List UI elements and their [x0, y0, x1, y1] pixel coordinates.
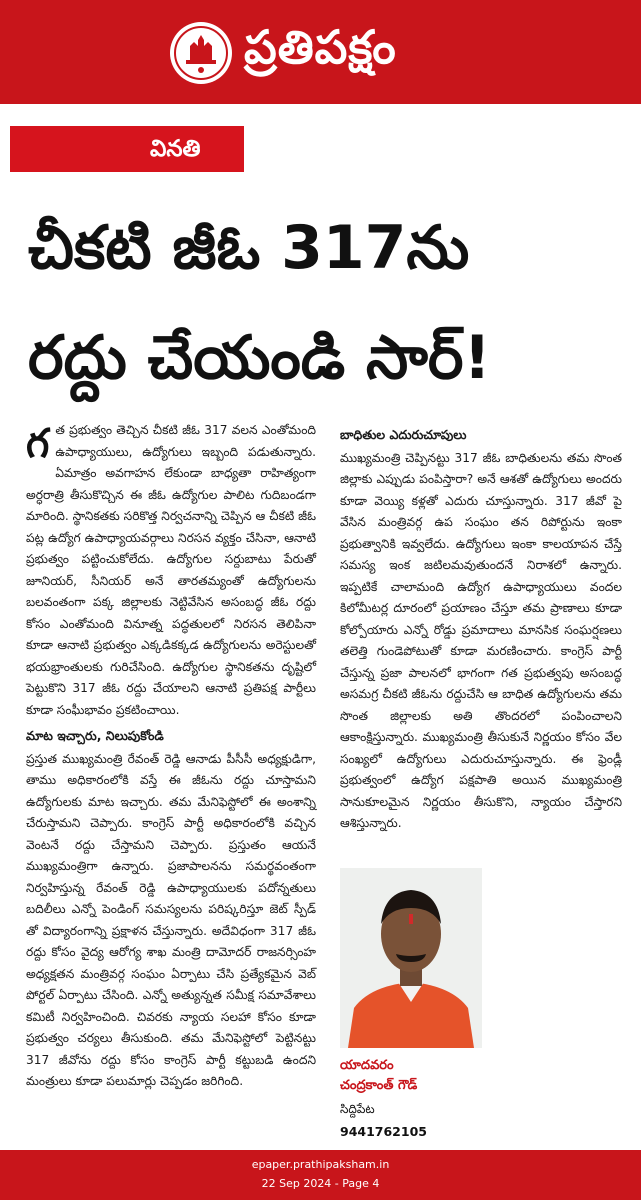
drop-cap: గ — [26, 421, 50, 467]
section-label: వినతి — [150, 136, 201, 162]
headline-line-2: రద్దు చేయండి సార్! — [28, 323, 491, 393]
author-name-line-1: యాదవరం — [340, 1058, 394, 1073]
article-paragraph: త ప్రభుత్వం తెచ్చిన చీకటి జీఓ 317 వలన ఎంతోమంది ఉపాధ్యాయులు, ఉద్యోగులు ఇబ్బంది పడుతున్నారు. ఏమాత్రం అవగాహన లేకుండా బాధ్యతా రాహిత్యంగా అర్ధరాత్రి తీసుకొచ్చిన ఈ జీఓ ఉద్యోగుల పాలిట గుదిబండగా మారింది. స్థానికతకు సరికొత్త నిర్వచనాన్ని చెప్పిన ఆ చీకటి జీఓ పట్ల ఉద్యోగ ఉపాధ్యాయవర్గాలు నిరసన వ్యక్తం చేసినా, ఆనాటి ప్రభుత్వం పట్టించుకోలేదు. ఉద్యోగుల సర్దుబాటు పేరుతో జూనియర్, సీనియర్ అనే తారతమ్యంతో ఉద్యోగులను బలవంతంగా పక్క జిల్లాలకు నెట్టివేసిన అసంబద్ధ జీఓ రద్దు కోసం ఎంతోమంది వినూత్న పద్ధతులలో నిరసన తెలిపినా కూడా ఆనాటి ప్రభుత్వం ఎక్కడికక్కడ ఉద్యోగులను అరెస్టులతో భయభ్రాంతులకు గురిచేసింది. ఉద్యోగుల స్థానికతను దృష్టిలో పెట్టుకొని 317 జీఓ రద్దు చేయాలని ఆనాటి ప్రతిపక్ష పార్టీలు కూడా సంఘీభావం ప్రకటించాయి. — [26, 423, 316, 717]
subheading-victims: బాధితుల ఎదురుచూపులు — [340, 427, 467, 442]
subheading-promise: మాట ఇచ్చారు, నిలుపుకోండి — [26, 728, 164, 743]
article-paragraph: ప్రస్తుత ముఖ్యమంత్రి రేవంత్ రెడ్డి ఆనాడు పీసీసీ అధ్యక్షుడిగా, తాము అధికారంలోకి వస్తే ఈ జీఓను రద్దు చూస్తామని ఉద్యోగులకు మాట ఇచ్చారు. తమ మేనిఫెస్టోలో ఈ అంశాన్ని చేరుస్తామని చెప్పారు. కాంగ్రెస్ పార్టీ అధికారంలోకి వచ్చిన వెంటనే రద్దు చేస్తామని చెప్పారు. ప్రస్తుతం ఆయనే ముఖ్యమంత్రిగా ఉన్నారు. ప్రజాపాలనను సమర్థవంతంగా నిర్వహిస్తున్న రేవంత్ రెడ్డి ఉపాధ్యాయులకు పదోన్నతులు బదిలీలు ఎన్నో పెండింగ్ సమస్యలను పరిష్కరిస్తూ జెట్ స్పీడ్ తో విద్యారంగాన్ని ప్రక్షాళన చేస్తున్నారు. అదేవిధంగా 317 జీఓ రద్దు కోసం వైద్య ఆరోగ్య శాఖ మంత్రి దామోదర్ రాజనర్సింహ అధ్యక్షతన మంత్రివర్గ సంఘం ఏర్పాటు చేసి ప్రత్యేకమైన వెబ్ పోర్టల్ ఏర్పాటు చేసింది. ఎన్నో అత్యున్నత సమీక్ష సమావేశాలు కమిటీ నిర్వహించింది. చివరకు న్యాయ సలహా కోసం కూడా ప్రభుత్వం చర్యలు తీసుకుంది. తమ మేనిఫెస్టోలో పెట్టినట్టు 317 జీవోను రద్దు కోసం కాంగ్రెస్ పార్టీ కట్టుబడి ఉందని మంత్రులు కూడా పలుమార్లు చెప్పడం జరిగింది. — [26, 751, 316, 1088]
article-column-left — [26, 420, 316, 1093]
article-column-right — [340, 420, 622, 835]
author-portrait-icon — [340, 868, 482, 1048]
author-photo — [340, 868, 482, 1048]
author-place: సిద్దిపేట — [340, 1102, 375, 1116]
article-paragraph: ముఖ్యమంత్రి చెప్పినట్టు 317 జీఓ బాధితులను తమ సొంత జిల్లాకు ఎప్పుడు పంపిస్తారా? అనే ఆశతో ఉద్యోగులు అందరు కూడా వెయ్యి కళ్లతో ఎదురు చూస్తున్నారు. 317 జీవో పై వేసిన మంత్రివర్గ ఉప సంఘం తన రిపోర్టును ఇంకా ప్రభుత్వానికి ఇవ్వలేదు. ఉద్యోగులు ఇంకా కాలయాపన చేస్తే సమస్య ఇంక జటిలమవుతుందనే నిరాశలో ఉన్నారు. ఇప్పటికే చాలామంది ఉద్యోగ ఉపాధ్యాయులు వందల కిలోమీటర్ల దూరంలో ప్రయాణం చేస్తూ తమ ప్రాణాలు కూడా కోల్పోయారు ఎన్నో రోడ్డు ప్రమాదాలు మానసిక సంఘర్షణలు తలెత్తి గుండెపోటుతో కూడా మరణించారు. కాంగ్రెస్ పార్టీ చేస్తున్న ప్రజా పాలనలో భాగంగా గత ప్రభుత్వపు అసంబద్ధ అసమగ్ర చీకటి జీఓను రద్దుచేసి ఆ బాధిత ఉద్యోగులను తమ సొంత జిల్లాలకు అతి తొందరలో పంపించాలని ఆకాంక్షిస్తున్నారు. ముఖ్యమంత్రి తీసుకునే నిర్ణయం కోసం వేల సంఖ్యలో ఉద్యోగులు ఎదురుచూస్తున్నారు. ఈ ఫ్రెండ్లీ ప్రభుత్వంలో ఉద్యోగ పక్షపాతి అయిన ముఖ్యమంత్రి సానుకూలమైన నిర్ణయం తీసుకొని, న్యాయం చేస్తారని ఆశిస్తున్నారు. — [340, 450, 622, 830]
government-seal-icon — [168, 20, 234, 86]
headline-line-1: చీకటి జీఓ 317ను — [28, 213, 470, 283]
author-name — [340, 1056, 540, 1096]
masthead-brand — [168, 14, 488, 92]
footer-date-page: 22 Sep 2024 - Page 4 — [261, 1177, 380, 1190]
masthead-title: ప్రతిపక్షం — [244, 20, 397, 74]
author-phone: 9441762105 — [340, 1124, 427, 1139]
footer-url[interactable]: epaper.prathipaksham.in — [251, 1158, 390, 1171]
author-name-line-2: చంద్రకాంత్ గౌడ్ — [340, 1078, 418, 1093]
masthead — [0, 0, 641, 104]
footer — [0, 1150, 641, 1200]
